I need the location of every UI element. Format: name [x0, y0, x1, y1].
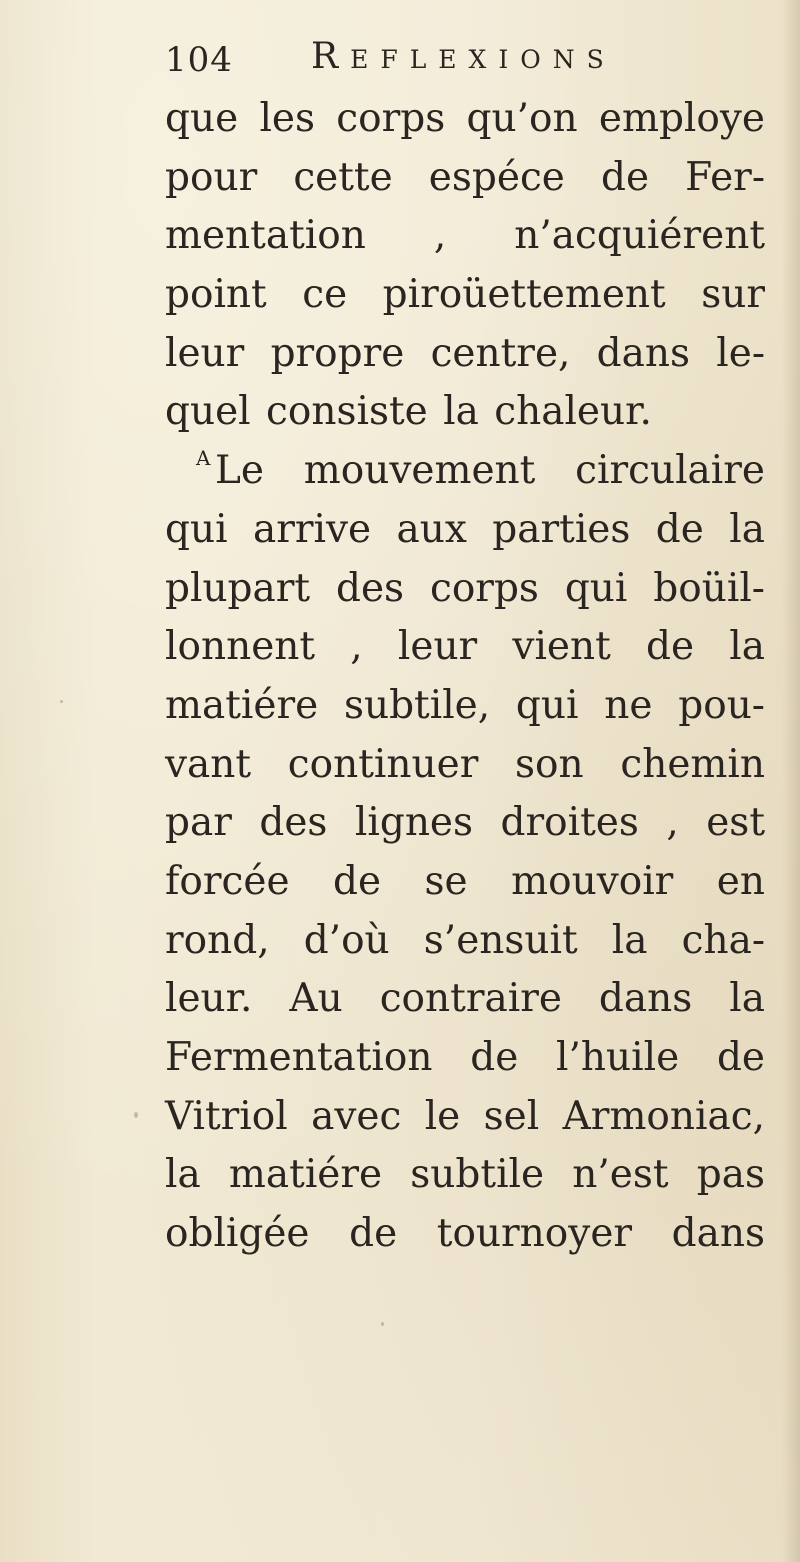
text-line: que les corps qu’on employe — [165, 96, 765, 141]
text-line: leur. Au contraire dans la — [165, 976, 765, 1022]
text-line: lonnent , leur vient de la — [165, 624, 765, 670]
text-line: plupart des corps qui boüil- — [165, 565, 765, 611]
text-line: par des lignes droites , est — [165, 800, 765, 846]
text-line: vant continuer son chemin — [165, 741, 765, 787]
body-text — [165, 90, 765, 1264]
text-line: leur propre centre, dans le- — [165, 330, 765, 376]
text-line: Vitriol avec le sel Armoniac, — [165, 1093, 765, 1139]
text-line: Fermentation de l’huile de — [165, 1035, 765, 1080]
running-title: Reflexions — [311, 36, 616, 77]
text-line: obligée de tournoyer dans — [165, 1211, 765, 1257]
text-line: qui arrive aux parties de la — [165, 506, 765, 552]
text-line: quel consiste la chaleur. — [165, 389, 652, 435]
text-line: mentation , n’acquiérent — [165, 213, 765, 259]
text-line: Le mouvement circulaire — [215, 448, 765, 494]
text-line: rond, d’où s’ensuit la cha- — [165, 917, 765, 963]
paper-speck — [60, 700, 63, 703]
paper-speck — [381, 1322, 384, 1326]
text-line: point ce piroüettement sur — [165, 272, 765, 318]
page-number: 104 — [165, 40, 233, 80]
text-line: pour cette espéce de Fer- — [165, 154, 765, 200]
page-edge-shadow — [782, 0, 800, 1562]
text-line: matiére subtile, qui ne pou- — [165, 682, 765, 728]
page-header — [165, 32, 725, 92]
paper-speck — [134, 1112, 138, 1118]
text-line: forcée de se mouvoir en — [165, 858, 765, 904]
text-line: la matiére subtile n’est pas — [165, 1152, 765, 1198]
signature-mark: A — [196, 446, 211, 470]
